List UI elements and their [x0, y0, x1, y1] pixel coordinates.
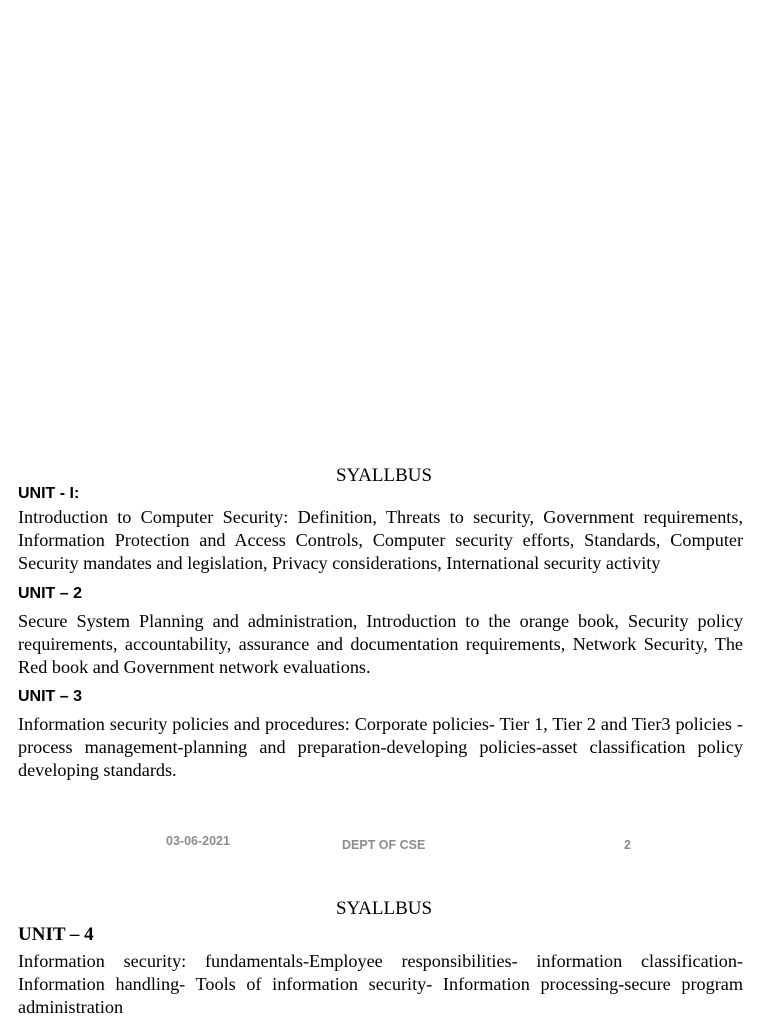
unit-1-heading: UNIT - I: [18, 485, 80, 502]
unit-2-heading: UNIT – 2 [18, 585, 83, 602]
slide-title: SYALLBUS [335, 898, 433, 919]
unit-4-description: Information security: fundamentals-Employee responsibilities- information classification-Information handling- Tools of information security- Information processing-secure program administration [18, 951, 743, 1017]
slide-title: SYALLBUS [335, 465, 433, 486]
footer-page-number: 2 [624, 838, 631, 852]
unit-2-description: Secure System Planning and administration, Introduction to the orange book, Security policy requirements, accountability, assurance and documentation requirements, Network Security, The Red book and Government network evaluations. [18, 611, 743, 677]
unit-3-heading: UNIT – 3 [18, 688, 83, 705]
unit-1-description: Introduction to Computer Security: Definition, Threats to security, Government requirements, Information Protection and Access Controls, Computer security efforts, Standards, Computer Security mandates and legislation, Privacy considerations, International security activity [18, 507, 743, 573]
footer-department: DEPT OF CSE [342, 838, 426, 852]
unit-3-description: Information security policies and procedures: Corporate policies- Tier 1, Tier 2 and Tier3 policies - process management-planning and preparation-developing policies-asset classification policy developing standards. [18, 714, 743, 780]
footer-date: 03-06-2021 [166, 834, 230, 848]
unit-4-heading: UNIT – 4 [18, 924, 94, 945]
